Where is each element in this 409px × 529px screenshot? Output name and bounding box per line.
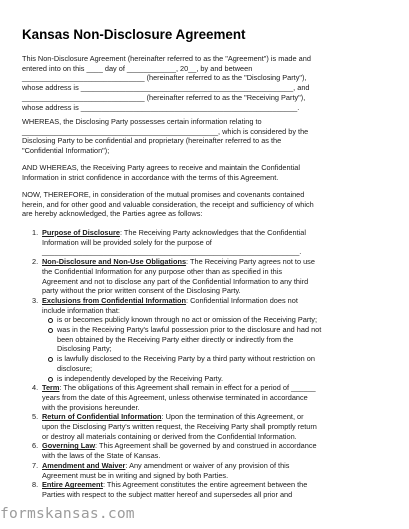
- term-number: 4.: [32, 383, 39, 393]
- term-text: : The Receiving Party agrees not to use: [186, 257, 315, 267]
- term-text: : Upon the termination of this Agreement, or: [161, 412, 304, 422]
- term-heading: Entire Agreement: [42, 480, 103, 490]
- term-item: [24, 228, 396, 257]
- term-line: [42, 228, 396, 238]
- term-text: : This Agreement constitutes the entire agreement between the: [102, 480, 308, 490]
- term-text: include information that:: [42, 305, 120, 315]
- now-therefore-line: NOW, THEREFORE, in consideration of the mutual promises and covenants contained: [22, 190, 305, 199]
- whereas-paragraph: [22, 117, 308, 156]
- intro-line: entered into on this ____ day of ____________, 20__, by and between: [22, 63, 253, 73]
- term-text: or destroy all materials containing or derived from the Confidential Information.: [42, 431, 297, 441]
- exclusion-line: Disclosing Party;: [57, 344, 112, 354]
- exclusion-line: been obtained by the Receiving Party either directly or indirectly from the: [57, 334, 294, 344]
- whereas-line: WHEREAS, the Disclosing Party possesses certain information relating to: [22, 117, 262, 126]
- term-text: the Confidential Information for any purpose other than as specified in this: [42, 266, 283, 276]
- term-text: years from the date of this Agreement, unless otherwise terminated in accordance: [42, 392, 308, 402]
- term-line: [42, 296, 396, 306]
- term-line: [42, 432, 396, 442]
- exclusion-item: [42, 354, 396, 373]
- term-text: Parties with respect to the subject matter hereof and supersedes all prior and: [42, 489, 293, 499]
- term-heading: Purpose of Disclosure: [42, 228, 120, 237]
- term-line: [42, 267, 396, 277]
- whereas-line: ________________________________________________, which is considered by the: [22, 126, 309, 136]
- term-text: upon the Disclosing Party's written request, the Receiving Party shall promptly return: [42, 422, 317, 432]
- term-item: [24, 296, 396, 383]
- term-line: [42, 441, 396, 451]
- intro-line: whose address is ____________________________________________________, and: [22, 83, 310, 93]
- intro-line: ______________________________ (hereinafter referred to as the "Disclosing Party"),: [22, 73, 307, 83]
- term-line: [42, 490, 396, 500]
- term-heading: Exclusions from Confidential Information: [42, 295, 187, 305]
- term-text: : This Agreement shall be governed by and construed in accordance: [95, 441, 317, 451]
- term-line: [42, 286, 396, 296]
- terms-list: [24, 228, 396, 500]
- bullet-icon: [48, 377, 53, 382]
- term-item: [24, 383, 396, 412]
- term-item: [24, 441, 396, 460]
- footer-watermark: formskansas.com: [0, 505, 135, 522]
- term-number: 8.: [32, 480, 39, 490]
- intro-line: whose address is _____________________________________________________.: [22, 102, 300, 112]
- exclusion-item: [42, 325, 396, 354]
- term-number: 2.: [32, 257, 39, 267]
- term-number: 3.: [32, 295, 39, 305]
- term-line: [42, 257, 396, 267]
- exclusion-line: disclosure;: [57, 363, 93, 373]
- and-whereas-paragraph: [22, 163, 300, 182]
- term-text: Agreement must be in writing and signed by both Parties.: [42, 470, 229, 480]
- term-line: [42, 412, 396, 422]
- intro-line: This Non-Disclosure Agreement (hereinafter referred to as the "Agreement") is made and: [22, 54, 311, 63]
- term-number: 5.: [32, 412, 39, 422]
- exclusions-list: [42, 315, 396, 383]
- term-heading: Term: [42, 383, 60, 393]
- term-text: Information will be provided solely for the purpose of: [42, 237, 212, 247]
- term-line: [42, 403, 396, 413]
- exclusion-line: is or becomes publicly known through no act or omission of the Receiving Party;: [57, 315, 318, 325]
- term-line: [42, 422, 396, 432]
- term-line: [42, 238, 396, 248]
- term-text: : Confidential Information does not: [186, 295, 298, 305]
- exclusion-item: [42, 315, 396, 325]
- term-number: 6.: [32, 441, 39, 451]
- term-line: [42, 480, 396, 490]
- term-line: [42, 306, 396, 316]
- term-text: : The obligations of this Agreement shall remain in effect for a period of ______: [59, 383, 316, 393]
- term-item: [24, 412, 396, 441]
- term-item: [24, 480, 396, 499]
- whereas-line: Disclosing Party to be confidential and proprietary (hereinafter referred to as the: [22, 136, 282, 146]
- term-text: : The Receiving Party acknowledges that the Confidential: [119, 228, 306, 237]
- now-therefore-line: are hereby acknowledged, the Parties agree as follows:: [22, 209, 203, 219]
- term-text: : Any amendment or waiver of any provision of this: [125, 460, 290, 470]
- exclusion-line: is independently developed by the Receiving Party.: [57, 373, 224, 383]
- exclusion-item: [42, 374, 396, 384]
- bullet-icon: [48, 357, 53, 362]
- whereas-line: "Confidential Information");: [22, 146, 110, 156]
- term-heading: Return of Confidential Information: [42, 412, 162, 422]
- term-heading: Governing Law: [42, 441, 96, 451]
- term-text: party without the prior written consent of the Disclosing Party.: [42, 286, 241, 296]
- intro-line: ______________________________ (hereinafter referred to as the "Receiving Party"),: [22, 92, 306, 102]
- document-title: Kansas Non-Disclosure Agreement: [22, 27, 246, 42]
- exclusion-line: was in the Receiving Party's lawful possession prior to the disclosure and had not: [57, 325, 322, 335]
- exclusion-line: is lawfully disclosed to the Receiving Party by a third party without restriction on: [57, 354, 315, 364]
- bullet-icon: [48, 318, 53, 323]
- and-whereas-line: Information in strict confidence in accordance with the terms of this Agreement.: [22, 172, 279, 182]
- now-therefore-paragraph: [22, 190, 314, 219]
- intro-paragraph: [22, 54, 311, 112]
- term-text: with the provisions hereunder.: [42, 402, 140, 412]
- bullet-icon: [48, 328, 53, 333]
- term-text: _______________________________________________________________.: [42, 247, 302, 257]
- term-line: [42, 393, 396, 403]
- term-line: [42, 451, 396, 461]
- term-line: [42, 461, 396, 471]
- term-line: [42, 383, 396, 393]
- term-text: Agreement and not to disclose any part of the Confidential Information to any third: [42, 276, 309, 286]
- term-item: [24, 257, 396, 296]
- term-line: [42, 471, 396, 481]
- term-number: 7.: [32, 460, 39, 470]
- term-heading: Non-Disclosure and Non-Use Obligations: [42, 257, 187, 267]
- and-whereas-line: AND WHEREAS, the Receiving Party agrees to receive and maintain the Confidential: [22, 163, 300, 172]
- term-heading: Amendment and Waiver: [42, 460, 126, 470]
- term-line: [42, 247, 396, 257]
- term-text: with the laws of the State of Kansas.: [42, 451, 161, 461]
- term-line: [42, 277, 396, 287]
- now-therefore-line: herein, and for other good and valuable consideration, the receipt and sufficiency of which: [22, 199, 314, 209]
- term-item: [24, 461, 396, 480]
- term-number: 1.: [32, 228, 39, 237]
